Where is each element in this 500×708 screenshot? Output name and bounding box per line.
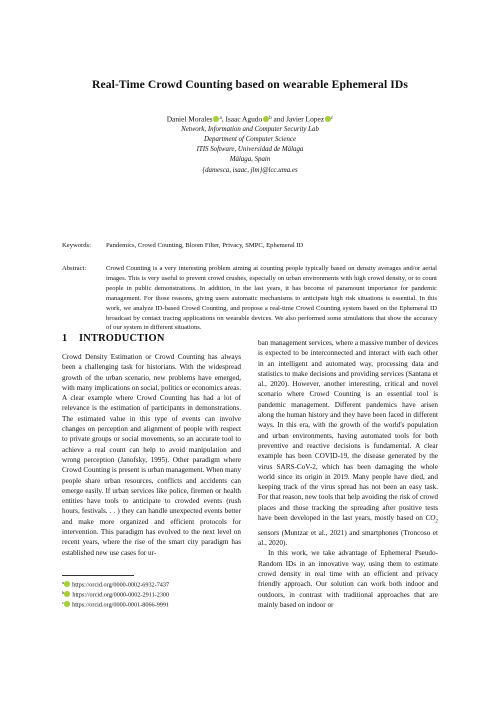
abstract-text: Crowd Counting is a very interesting problem aiming at counting people typically based on density averages and/or aerial images. This is very useful to prevent crowd crushes, especially on urban environments with high crowd density, or to count people in public demonstrations. In addition, in the last years, it has become of paramount importance for pandemic management. For those reasons, giving users automatic mechanisms to anticipate high risk situations is essential. In this work, we analyze ID-based Crowd Counting, and propose a real-time Crowd Counting system based on the Ephemeral ID broadcast by contact tracing applications on wearable devices. We also performed some simulations that show the accuracy of our system in different situations. [106, 265, 437, 332]
author-name: Isaac Agudo [225, 114, 263, 124]
author-separator: , [221, 114, 226, 124]
orcid-icon [263, 116, 269, 122]
affiliation-department: Department of Computer Science [203, 135, 297, 143]
author-mark: a [219, 116, 222, 121]
paper-title: Real-Time Crowd Counting based on wearable Ephemeral IDs [92, 78, 408, 91]
orcid-link[interactable]: https://orcid.org/0000-0002-6932-7437 [72, 581, 170, 589]
section-number: 1 [62, 333, 68, 344]
affiliation-block [0, 125, 500, 176]
affiliation-lab: Network, Information and Computer Security Lab [181, 125, 319, 133]
keywords-label: Keywords: [62, 242, 91, 249]
abstract-label: Abstract: [62, 265, 87, 272]
footnote-mark: a [62, 580, 64, 585]
affiliation-location: Málaga, Spain [229, 156, 271, 164]
orcid-icon [64, 591, 70, 597]
affiliation-institution: ITIS Software, Universidad de Málaga [196, 146, 304, 154]
author-separator: and [271, 114, 287, 124]
co2-base: CO [425, 514, 436, 523]
body-paragraph: In this work, we take advantage of Ephemeral Pseudo-Random IDs in an innovative way, using them to estimate crowd density in real time with an efficient and privacy friendly approach. Our solution can work both indoor and outdoors, in contrast with traditional approaches that are mainly based on indoor or [258, 549, 438, 609]
body-paragraph: Crowd Density Estimation or Crowd Counting has always been a challenging task for historians. With the widespread growth of the urban scenario, new problems have emerged, with many implications on social, politics or economics areas. A clear example where Crowd Counting has had a lot of relevance is the estimation of participants in demonstrations. The estimated value in this type of events can involve changes on perception and alignment of people with respect to private groups or social movements, so an accurate tool to achieve a real count can help to avoid manipulation and wrong perception (Janofsky, 1995). Other paradigm where Crowd Counting is present is urban management. When many people share urban resources, conflicts and accidents can emerge easily. If urban services like police, firemen or health entities have tools to anticipate to crowded events (rush hours, festivals. . . ) they can handle unexpected events better and make more organized and efficient protocols for intervention. This paradigm has evolved to the next level on recent years, where the rise of the smart city paradigm has established new use cases for ur- [62, 353, 241, 557]
author-mark: b [269, 116, 272, 121]
footnote-rule [62, 575, 134, 576]
orcid-icon [64, 601, 70, 607]
author-name: Javier Lopez [286, 114, 325, 124]
orcid-icon [213, 116, 219, 122]
keywords-text: Pandemics, Crowd Counting, Bloom Filter, Privacy, SMPC, Ephemeral ID [106, 242, 304, 249]
right-column [258, 338, 438, 610]
author-line [0, 114, 500, 125]
author-name: Daniel Morales [166, 114, 213, 124]
co2-subscript: 2 [435, 519, 438, 525]
orcid-icon [64, 581, 70, 587]
co2-formula [425, 514, 439, 525]
author-mark: c [331, 116, 334, 121]
body-text: ban management services, where a massive number of devices is expected to be interconnected and interact with each other in an intelligent and automated way, processing data and statistics to make decisions and providing services (Santana et al., 2020). However, another interesting, critical and novel scenario where Crowd Counting is an essential tool is pandemic management. Different pandemics have arisen along the human history and they have been faced in different ways. In this era, with the growth of the world's population and urban environments, having automated tools for both preventive and reactive decisions is fundamental. A clear example has been COVID-19, the disease generated by the virus SARS-CoV-2, which has been damaging the whole world since its origin in 2019. Many people have died, and keeping track of the virus spread has not been an easy task. For that reason, new tools that help avoiding the risk of crowd places and those tracking the spreading after positive tests have been developed in the last years, mostly based on [258, 339, 438, 523]
footnote [62, 598, 241, 610]
body-text: sensors (Muntzar et al., 2021) and smartphones (Troncoso et al., 2020). [258, 528, 438, 548]
orcid-link[interactable]: https://orcid.org/0000-0001-8066-9991 [72, 601, 170, 609]
left-column [62, 352, 241, 558]
affiliation-emails: {damesca, isaac, jlm}@lcc.uma.es [202, 166, 298, 174]
section-title: INTRODUCTION [79, 333, 165, 344]
orcid-link[interactable]: https://orcid.org/0000-0002-2911-2300 [72, 591, 170, 599]
orcid-icon [325, 116, 334, 122]
section-heading [62, 333, 165, 344]
footnote-mark: c [62, 600, 64, 605]
body-paragraph [258, 338, 438, 548]
footnote-mark: b [62, 590, 65, 595]
